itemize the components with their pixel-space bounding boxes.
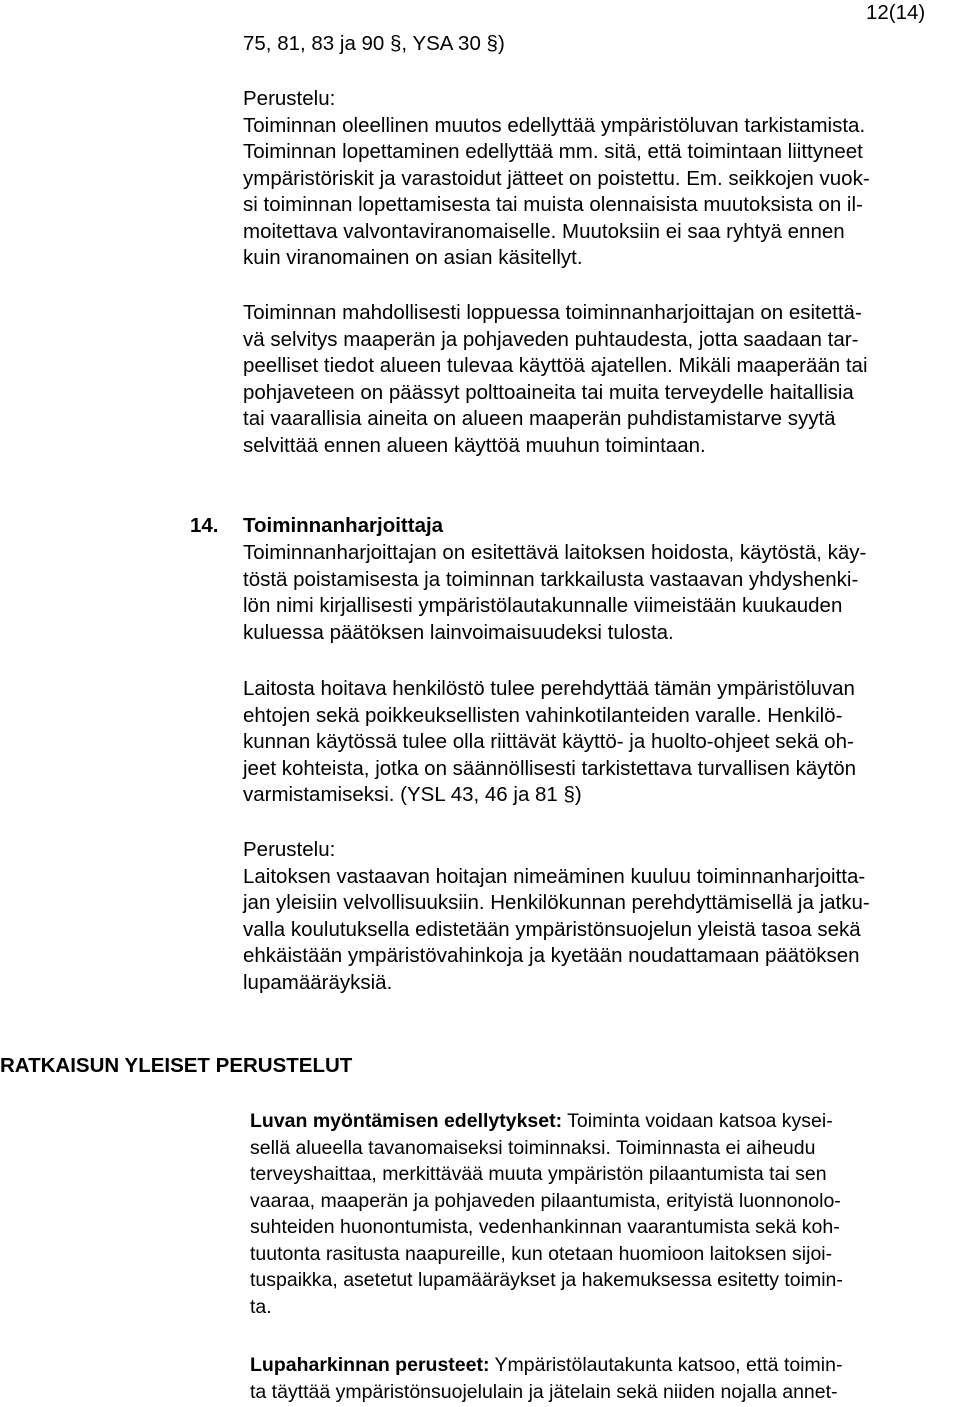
text-line: terveyshaittaa, merkittävää muuta ympäristön pilaantumista tai sen (250, 1163, 827, 1185)
text-line: pohjaveteen on päässyt polttoaineita tai muita terveydelle haitallisia (243, 380, 854, 404)
perustelu-paragraph-2 (243, 300, 953, 459)
text-line: ta. (250, 1295, 272, 1318)
text-line: Toiminnan oleellinen muutos edellyttää ympäristöluvan tarkistamista. (243, 113, 866, 137)
section-14-paragraph-1 (243, 540, 953, 646)
general-reasoning-heading: RATKAISUN YLEISET PERUSTELUT (0, 1054, 353, 1077)
text-line: tuspaikka, asetetut lupamääräykset ja hakemuksessa esitetty toimin- (250, 1269, 843, 1291)
text-line: jan yleisiin velvollisuuksiin. Henkilökunnan perehdyttämisellä ja jatku- (243, 891, 870, 914)
text-fragment: Toiminta voidaan katsoa kysei- (562, 1110, 833, 1132)
text-line: jeet kohteista, jotka on säännöllisesti tarkistettava turvallisen käytön (243, 756, 857, 780)
text-line: lön nimi kirjallisesti ympäristölautakunnalle viimeistään kuukauden (243, 594, 843, 617)
general-paragraph-1 (250, 1108, 955, 1320)
text-line: selvittää ennen alueen käyttöä muuhun toimintaan. (243, 433, 706, 457)
text-line: tai vaarallisia aineita on alueen maaperän puhdistamistarve syytä (243, 407, 836, 430)
text-line: vaaraa, maaperän ja pohjaveden pilaantumista, erityistä luonnonolo- (250, 1189, 841, 1212)
text-line: Laitoksen vastaavan hoitajan nimeäminen kuuluu toiminnanharjoitta- (243, 864, 866, 888)
general-paragraph-2 (250, 1352, 955, 1405)
text-line: kuin viranomainen on asian käsitellyt. (243, 246, 583, 269)
text-line: tuutonta rasitusta naapureille, kun otetaan huomioon laitoksen sijoi- (250, 1242, 833, 1265)
perustelu-section-13 (243, 86, 953, 272)
text-line: Toiminnan lopettaminen edellyttää mm. sitä, että toimintaan liittyneet (243, 140, 863, 163)
regulation-reference: 75, 81, 83 ja 90 §, YSA 30 §) (243, 32, 505, 55)
text-line (250, 1108, 955, 1135)
perustelu-label: Perustelu: (243, 838, 336, 861)
text-line: ehkäistään ympäristövahinkoja ja kyetään noudattamaan päätöksen (243, 944, 860, 967)
text-line: töstä poistamisesta ja toiminnan tarkkailusta vastaavan yhdyshenki- (243, 567, 859, 591)
text-line: kuluessa päätöksen lainvoimaisuudeksi tulosta. (243, 620, 674, 644)
text-line: suhteiden huonontumista, vedenhankinnan vaarantumista sekä koh- (250, 1216, 840, 1238)
text-line: peelliset tiedot alueen tulevaa käyttöä ajatellen. Mikäli maaperään tai (243, 354, 868, 377)
text-line: ympäristöriskit ja varastoidut jätteet on poistettu. Em. seikkojen vuok- (243, 166, 870, 190)
perustelu-label: Perustelu: (243, 87, 336, 110)
section-number: 14. (190, 514, 219, 537)
text-fragment: Ympäristölautakunta katsoo, että toimin- (489, 1354, 843, 1376)
section-14-paragraph-2 (243, 676, 953, 809)
text-line: sellä alueella tavanomaiseksi toiminnaksi. Toiminnasta ei aiheudu (250, 1136, 816, 1159)
text-line: varmistamiseksi. (YSL 43, 46 ja 81 §) (243, 783, 582, 806)
text-line: Toiminnanharjoittajan on esitettävä laitoksen hoidosta, käytöstä, käy- (243, 541, 867, 564)
section-14-perustelu (243, 837, 953, 996)
text-line: kunnan käytössä tulee olla riittävät käyttö- ja huolto-ohjeet sekä oh- (243, 730, 854, 753)
paragraph-lead-label: Lupaharkinnan perusteet: (250, 1354, 490, 1376)
text-line: Toiminnan mahdollisesti loppuessa toiminnanharjoittajan on esitettä- (243, 301, 862, 324)
text-line: vä selvitys maaperän ja pohjaveden puhtaudesta, jotta saadaan tar- (243, 327, 859, 351)
perustelu-paragraph-1 (243, 113, 953, 272)
text-line: ehtojen sekä poikkeuksellisten vahinkotilanteiden varalle. Henkilö- (243, 703, 843, 727)
text-line: Laitosta hoitava henkilöstö tulee perehdyttää tämän ympäristöluvan (243, 677, 855, 700)
text-line (250, 1352, 955, 1379)
text-line: ta täyttää ympäristönsuojelulain ja jätelain sekä niiden nojalla annet- (250, 1380, 838, 1403)
paragraph-lead-label: Luvan myöntämisen edellytykset: (250, 1110, 563, 1132)
page-number: 12(14) (866, 1, 926, 24)
section-title: Toiminnanharjoittaja (243, 514, 444, 537)
text-line: moitettava valvontaviranomaiselle. Muutoksiin ei saa ryhtyä ennen (243, 219, 845, 243)
text-line: valla koulutuksella edistetään ympäristönsuojelun yleistä tasoa sekä (243, 917, 861, 941)
text-line: si toiminnan lopettamisesta tai muista olennaisista muutoksista on il- (243, 193, 863, 216)
text-line: lupamääräyksiä. (243, 970, 393, 994)
